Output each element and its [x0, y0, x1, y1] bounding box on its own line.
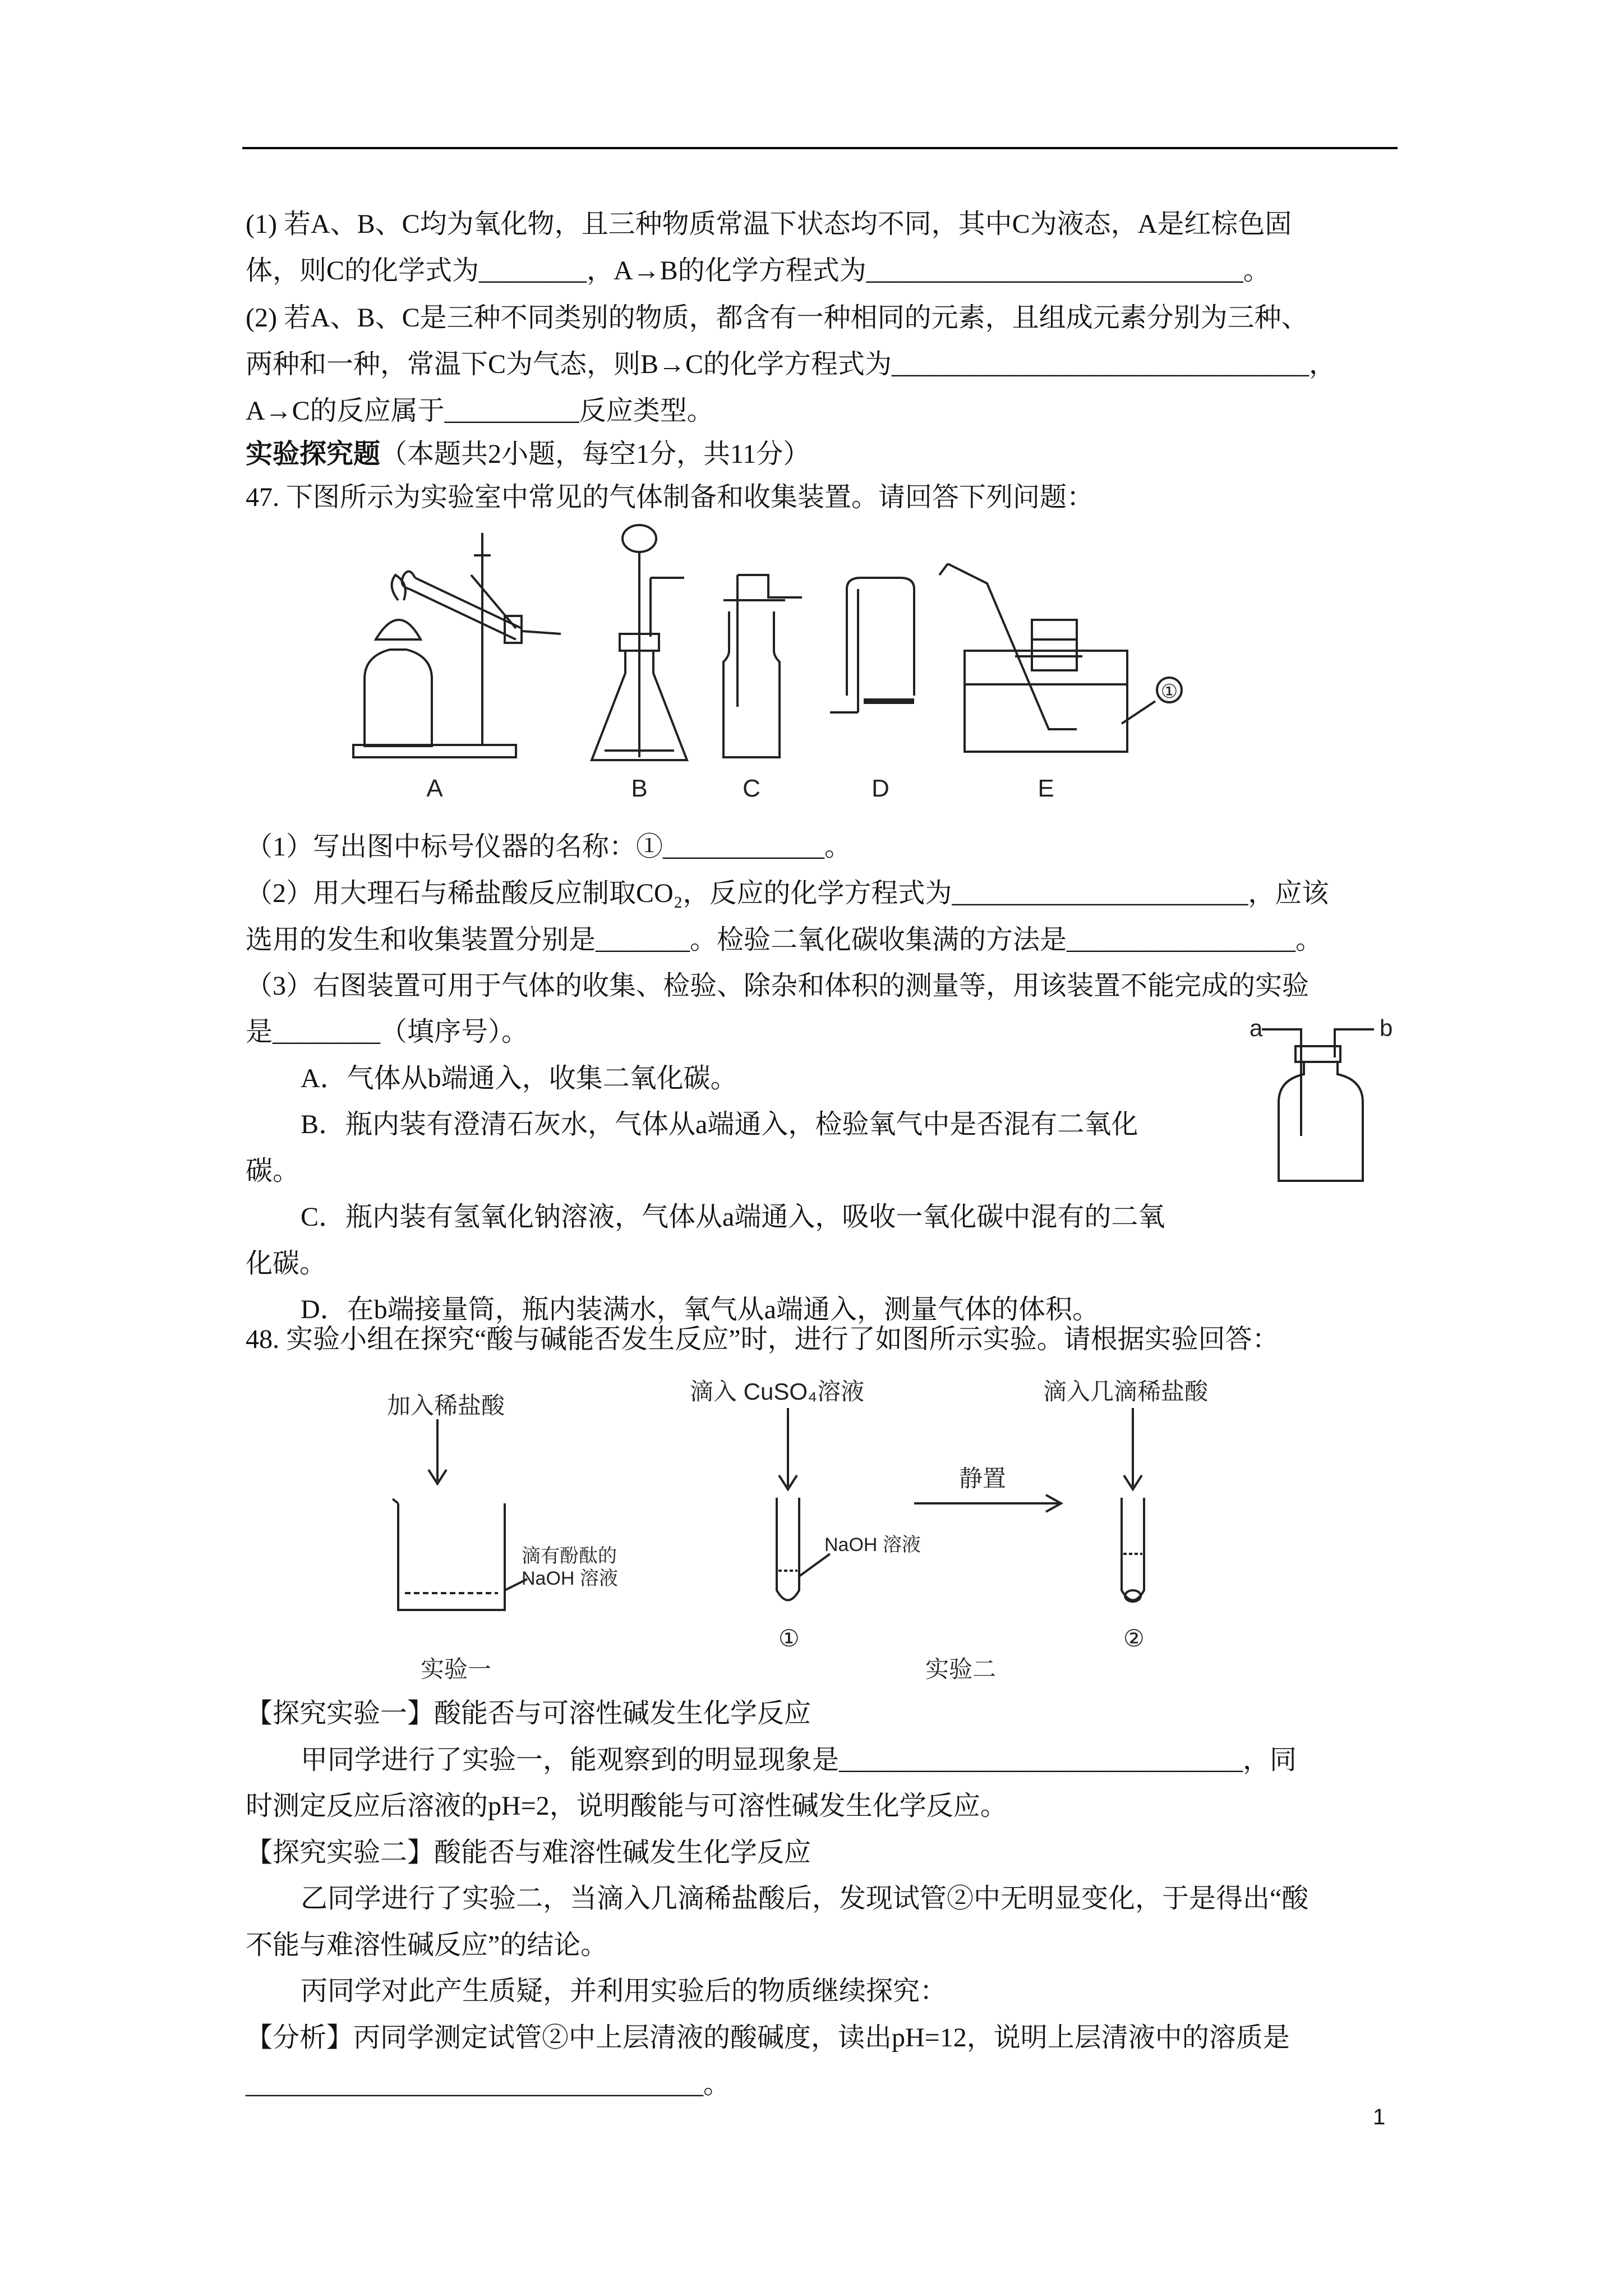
- label-a: A: [426, 775, 443, 802]
- label-drop-hcl: 滴入几滴稀盐酸: [1043, 1378, 1209, 1405]
- q48-analysis-line2: __________________________________。: [246, 2069, 731, 2099]
- q47-sub3-line1: （3）右图装置可用于气体的收集、检验、除杂和体积的测量等，用该装置不能完成的实验: [246, 971, 1310, 1001]
- apparatus-a: [353, 533, 561, 757]
- instrument-marker-1: ①: [1160, 681, 1178, 702]
- label-d: D: [872, 775, 889, 802]
- label-experiment-1: 实验一: [421, 1656, 492, 1682]
- gas-washing-bottle-figure: [1239, 1007, 1402, 1192]
- label-c: C: [743, 775, 760, 802]
- q47-sub3-line2: 是________（填序号）。: [246, 1017, 529, 1047]
- q48-exp1-text-line1: 甲同学进行了实验一，能观察到的明显现象是______________________________，同: [301, 1745, 1297, 1775]
- label-naoh-phenolphthalein-1: 滴有酚酞的: [522, 1545, 617, 1567]
- bottle-end-a: a: [1249, 1015, 1263, 1041]
- apparatus-b: [592, 525, 687, 760]
- apparatus-e: [939, 564, 1182, 752]
- q47-stem: 47. 下图所示为实验室中常见的气体制备和收集装置。请回答下列问题：: [246, 482, 1094, 512]
- q47-option-a: A．气体从b端通入，收集二氧化碳。: [301, 1064, 737, 1093]
- q47-apparatus-figure: [336, 522, 1256, 802]
- label-drop-cuso4: 滴入 CuSO₄溶液: [690, 1378, 865, 1405]
- q47-option-d: D．在b端接量筒，瓶内装满水，氧气从a端通入，测量气体的体积。: [301, 1295, 1099, 1324]
- q47-sub1: （1）写出图中标号仪器的名称：①____________。: [246, 832, 852, 862]
- q47-option-b-line2: 碳。: [246, 1156, 300, 1186]
- q48-exp1-text-line2: 时测定反应后溶液的pH=2，说明酸能与可溶性碱发生化学反应。: [246, 1791, 1007, 1821]
- label-tube-1: ①: [778, 1625, 800, 1651]
- section-note: （本题共2小题，每空1分，共11分）: [380, 439, 810, 469]
- q46-part2-line1: (2) 若A、B、C是三种不同类别的物质，都含有一种相同的元素，且组成元素分别为三种、: [246, 303, 1308, 333]
- q48-exp2-text-line2: 不能与难溶性碱反应”的结论。: [246, 1930, 608, 1960]
- label-e: E: [1038, 775, 1054, 802]
- label-stand: 静置: [959, 1465, 1007, 1492]
- q46-part1-line2: 体，则C的化学式为________，A→B的化学方程式为____________________________。: [246, 256, 1270, 286]
- q47-sub2-line1: （2）用大理石与稀盐酸反应制取CO₂，反应的化学方程式为______________________，应该: [246, 878, 1329, 908]
- apparatus-c: [723, 575, 802, 757]
- q47-option-c-line2: 化碳。: [246, 1249, 327, 1278]
- q48-exp2-text-line1: 乙同学进行了实验二，当滴入几滴稀盐酸后，发现试管②中无明显变化，于是得出“酸: [301, 1884, 1309, 1913]
- q48-stem: 48. 实验小组在探究“酸与碱能否发生反应”时，进行了如图所示实验。请根据实验回答：: [246, 1324, 1279, 1354]
- q48-analysis-line1: 【分析】丙同学测定试管②中上层清液的酸碱度，读出pH=12，说明上层清液中的溶质是: [246, 2023, 1290, 2053]
- label-naoh-solution: NaOH 溶液: [824, 1534, 921, 1556]
- apparatus-d: [830, 578, 914, 712]
- q47-sub2-line2: 选用的发生和收集装置分别是_______。检验二氧化碳收集满的方法是_________________。: [246, 925, 1323, 955]
- q46-part2-line2: 两种和一种，常温下C为气态，则B→C的化学方程式为_______________________________，: [246, 349, 1336, 379]
- section-heading: [246, 438, 810, 471]
- q46-part2-line3: A→C的反应属于__________反应类型。: [246, 396, 714, 426]
- q48-experiment-figure: [370, 1369, 1245, 1683]
- q47-option-b-line1: B．瓶内装有澄清石灰水，气体从a端通入，检验氧气中是否混有二氧化: [301, 1110, 1138, 1139]
- label-add-acid: 加入稀盐酸: [387, 1392, 505, 1419]
- label-experiment-2: 实验二: [925, 1656, 997, 1682]
- section-title: 实验探究题: [246, 439, 381, 469]
- q47-option-c-line1: C．瓶内装有氢氧化钠溶液，气体从a端通入，吸收一氧化碳中混有的二氧: [301, 1202, 1165, 1232]
- q48-heading-2: 【探究实验二】酸能否与难溶性碱发生化学反应: [246, 1838, 811, 1867]
- label-naoh-phenolphthalein-2: NaOH 溶液: [522, 1568, 618, 1589]
- q48-heading-1: 【探究实验一】酸能否与可溶性碱发生化学反应: [246, 1699, 811, 1728]
- page-number: 1: [1373, 2105, 1386, 2129]
- q46-part1-line1: (1) 若A、B、C均为氧化物，且三种物质常温下状态均不同，其中C为液态，A是红棕色固: [246, 209, 1292, 239]
- label-tube-2: ②: [1123, 1625, 1145, 1651]
- header-rule: [242, 147, 1398, 149]
- label-b: B: [631, 775, 648, 802]
- q48-exp2-text-line3: 丙同学对此产生质疑，并利用实验后的物质继续探究：: [301, 1976, 947, 2006]
- bottle-end-b: b: [1380, 1015, 1393, 1041]
